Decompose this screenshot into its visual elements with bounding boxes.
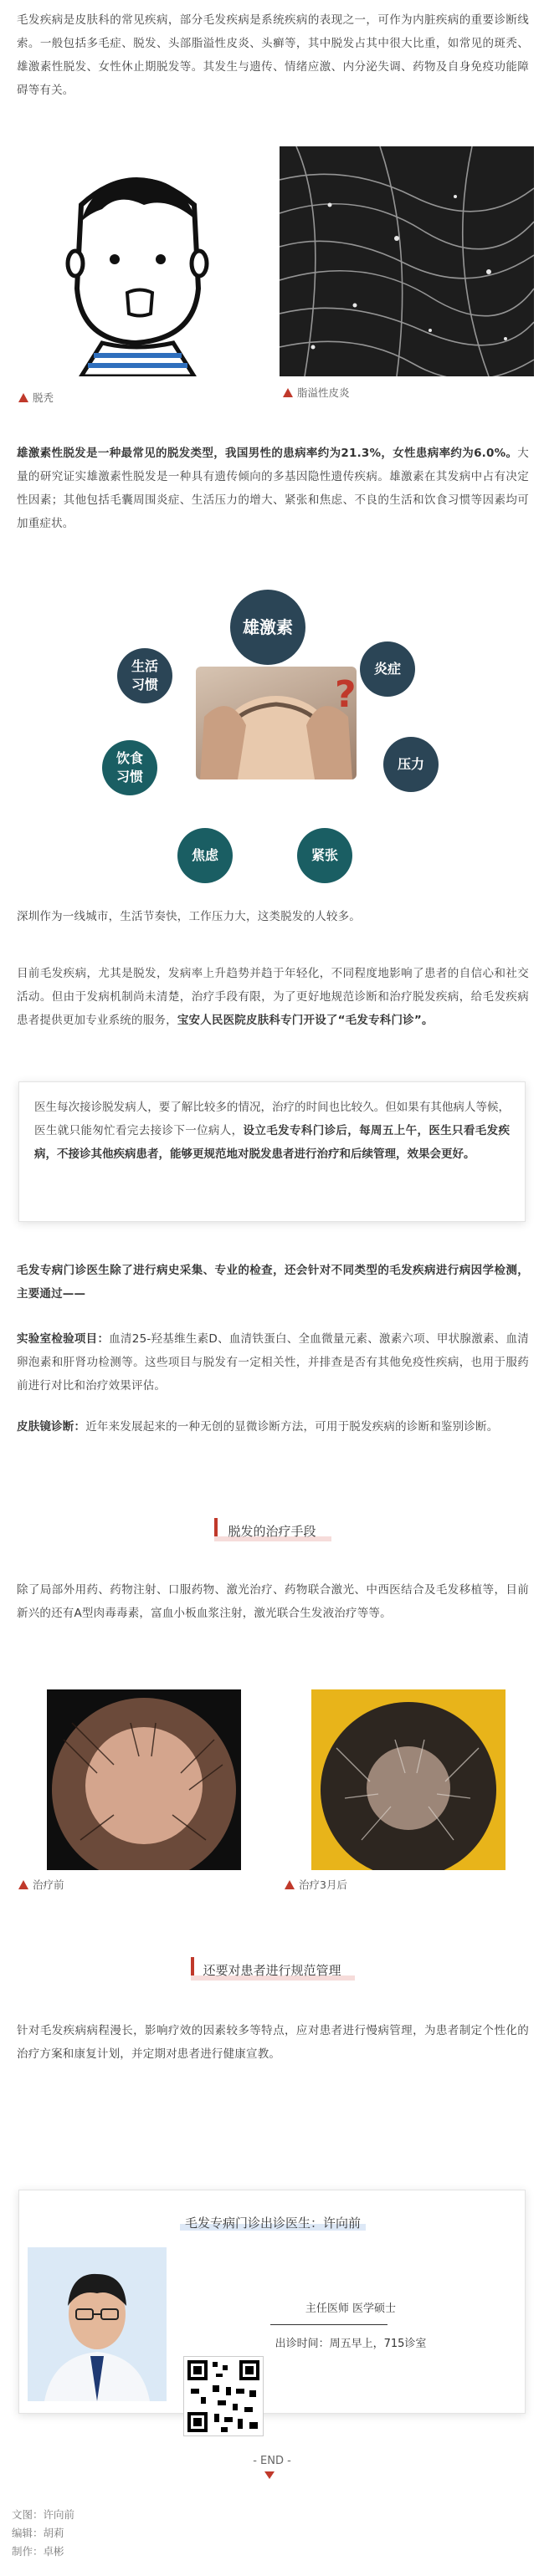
credits xyxy=(12,2506,74,2561)
doctor-time: 出诊时间：周五早上，715诊室 xyxy=(275,2338,427,2350)
doctor-heading: 毛发专病门诊出诊医生：许向前 xyxy=(19,2214,526,2231)
intro-paragraph: 毛发疾病是皮肤科的常见疾病，部分毛发疾病是系统疾病的表现之一，可作为内脏疾病的重要诊断线索。一般包括多毛症、脱发、头部脂溢性皮炎、头癣等，其中脱发占其中很大比重，如常见的斑秃、雄激素性脱发、女性休止期脱发等。其发生与遗传、情绪应激、内分泌失调、药物及自身免疫功能障碍等有关。 xyxy=(17,13,529,97)
factor-anxiety: 焦虑 xyxy=(177,828,233,883)
credit-producer: 制作：卓彬 xyxy=(12,2545,64,2558)
doctor-divider xyxy=(270,2324,387,2325)
after-photo xyxy=(311,1689,506,1870)
quote-text: 医生每次接诊脱发病人，要了解比较多的情况，治疗的时间也比较久。但如果有其他病人等候，医生就只能匆忙看完去接诊下一位病人，设立毛发专科门诊后，每周五上午，医生只看毛发疾病，不接诊其他疾病患者，能够更规范地对脱发患者进行治疗和后续管理，效果会更好。 xyxy=(34,1101,511,1161)
doctor-title: 主任医师 医学硕士 xyxy=(305,2303,397,2315)
lab-paragraph: 实验室检验项目：血清25-羟基维生素D、血清铁蛋白、全血微量元素、激素六项、甲状腺激素、血清卵泡素和肝肾功检测等。这些项目与脱发有一定相关性，并排查是否有其他免疫性疾病，也用于服药前进行对比和治疗效果评估。 xyxy=(17,1332,529,1393)
caption-after: 治疗3月后 xyxy=(285,1877,347,1892)
quote-card xyxy=(18,1081,526,1222)
factors-diagram xyxy=(84,590,469,887)
section1-title: 脱发的治疗手段 xyxy=(228,1524,316,1539)
qr-code[interactable] xyxy=(183,2356,264,2436)
factor-tension: 紧张 xyxy=(297,828,352,883)
factor-diet: 饮食习惯 xyxy=(102,740,157,795)
credit-editor: 编辑：胡莉 xyxy=(12,2527,64,2539)
doctor-photo xyxy=(28,2247,167,2401)
before-photo xyxy=(47,1689,241,1870)
triangle-icon xyxy=(283,388,293,397)
factor-center: 雄激素 xyxy=(230,590,305,665)
triangle-icon xyxy=(18,1880,28,1889)
triangle-icon xyxy=(18,393,28,402)
clinic-paragraph: 目前毛发疾病，尤其是脱发，发病率上升趋势并趋于年轻化，不同程度地影响了患者的自信心和社交活动。但由于发病机制尚未清楚，治疗手段有限，为了更好地规范诊断和治疗脱发疾病，给毛发疾病患者提供更加专业系统的服务，宝安人民医院皮肤科专门开设了“毛发专科门诊”。 xyxy=(17,967,529,1027)
androgenic-paragraph: 雄激素性脱发是一种最常见的脱发类型，我国男性的患病率约为21.3%，女性患病率约为6.0%。大量的研究证实雄激素性脱发是一种具有遗传倾向的多基因隐性遗传疾病。雄激素在其发病中占有决定性因素；其他包括毛囊周围炎症、生活压力的增大、紧张和焦虑、不良的生活和饮食习惯等因素均可加重症状。 xyxy=(17,447,529,530)
balding-head-photo xyxy=(196,667,357,779)
down-triangle-icon xyxy=(264,2471,275,2479)
factor-life: 生活习惯 xyxy=(117,648,172,703)
factor-inflammation: 炎症 xyxy=(360,641,415,697)
treatment-paragraph: 除了局部外用药、药物注射、口服药物、激光治疗、药物联合激光、中西医结合及毛发移植等，目前新兴的还有A型肉毒毒素，富血小板血浆注射，激光联合生发液治疗等等。 xyxy=(17,1583,529,1620)
triangle-icon xyxy=(285,1880,295,1889)
factor-pressure: 压力 xyxy=(383,737,439,792)
caption-alopecia: 脱秃 xyxy=(18,390,54,405)
end-marker: - END - xyxy=(253,2455,291,2467)
specialist-paragraph: 毛发专病门诊医生除了进行病史采集、专业的检查，还会针对不同类型的毛发疾病进行病因学检测，主要通过—— xyxy=(17,1264,529,1301)
doctor-card xyxy=(18,2190,526,2414)
credit-author: 文图：许向前 xyxy=(12,2508,75,2521)
caption-dermatitis: 脂溢性皮炎 xyxy=(283,385,350,400)
question-mark-icon: ? xyxy=(335,673,357,716)
section2-title: 还要对患者进行规范管理 xyxy=(203,1963,341,1978)
caption-before: 治疗前 xyxy=(18,1877,64,1892)
cartoon-bald-image xyxy=(35,146,236,376)
shenzhen-paragraph: 深圳作为一线城市，生活节奏快，工作压力大，这类脱发的人较多。 xyxy=(17,910,361,923)
management-paragraph: 针对毛发疾病病程漫长，影响疗效的因素较多等特点，应对患者进行慢病管理，为患者制定个性化的治疗方案和康复计划，并定期对患者进行健康宣教。 xyxy=(17,2024,529,2061)
dermoscopy-paragraph: 皮肤镜诊断：近年来发展起来的一种无创的显微诊断方法，可用于脱发疾病的诊断和鉴别诊断。 xyxy=(17,1420,499,1434)
dermatitis-photo xyxy=(280,146,534,376)
